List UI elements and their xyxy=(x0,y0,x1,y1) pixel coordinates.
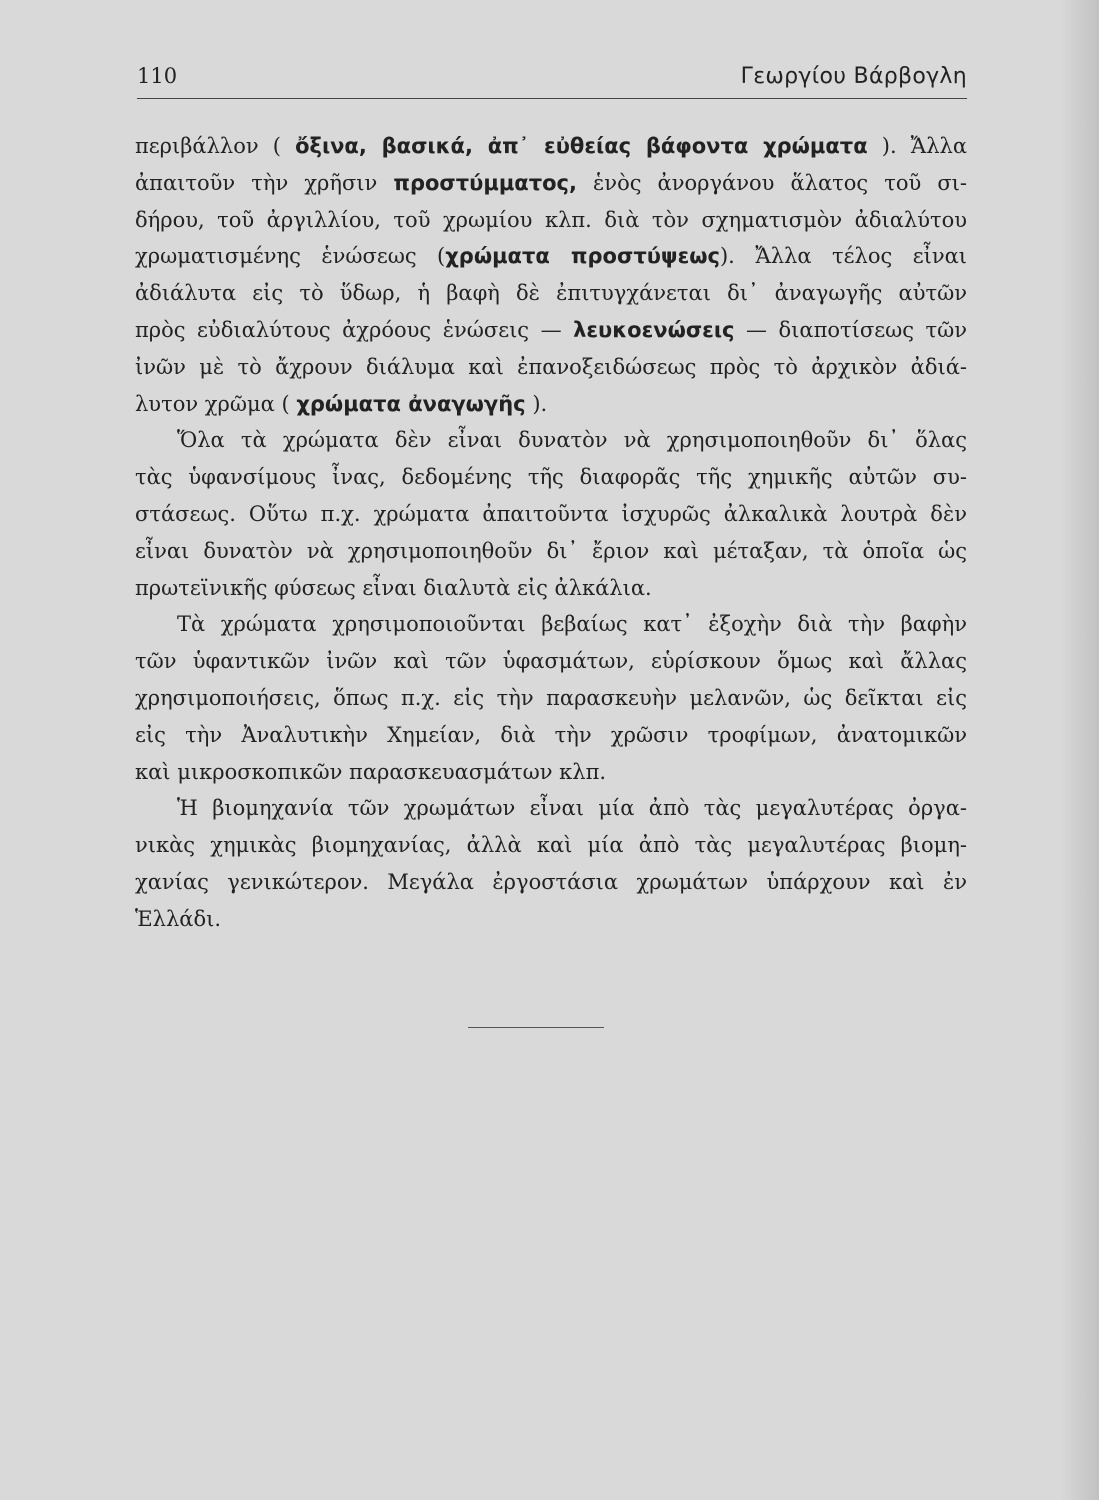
bold-term: χρώματα ἀναγωγῆς xyxy=(296,391,526,416)
running-head: Γεωργίου Βάρβογλη xyxy=(740,64,967,89)
bold-term: προστύμματος, xyxy=(393,170,577,195)
text-segment: χρησιμοποιήσεις, ὅπως π.χ. εἰς τὴν παρασκευὴν μελανῶν, ὡς δεῖκται εἰς xyxy=(135,685,967,710)
body-text xyxy=(135,128,967,938)
text-segment: δήρου, τοῦ ἀργιλλίου, τοῦ χρωμίου κλπ. διὰ τὸν σχηματισμὸν ἀδιαλύτου xyxy=(135,207,967,232)
text-segment: Ἑλλάδι. xyxy=(135,906,222,931)
text-segment: χανίας γενικώτερον. Μεγάλα ἐργοστάσια χρωμάτων ὑπάρχουν καὶ ἐν xyxy=(135,869,967,894)
text-line xyxy=(135,238,967,275)
text-line xyxy=(135,496,967,533)
text-line xyxy=(135,128,967,165)
text-line xyxy=(135,680,967,717)
text-segment: ἀπαιτοῦν τὴν χρῆσιν xyxy=(135,170,394,195)
text-line xyxy=(135,459,967,496)
paragraph xyxy=(135,422,967,606)
text-line xyxy=(135,864,967,901)
text-segment: Τὰ χρώματα χρησιμοποιοῦνται βεβαίως κατ᾽ ἐξοχὴν διὰ τὴν βαφὴν xyxy=(177,612,967,637)
text-line xyxy=(135,422,967,459)
text-segment: ). Ἄλλα xyxy=(867,134,968,158)
bold-term: ὄξινα, βασικά, ἀπ᾽ εὐθείας βάφοντα χρώματα xyxy=(295,134,868,158)
page-edge-shadow xyxy=(1059,0,1099,1500)
text-line xyxy=(135,827,967,864)
text-segment: — διαποτίσεως τῶν xyxy=(734,317,967,342)
text-line xyxy=(135,275,967,312)
text-segment: ἑνὸς ἀνοργάνου ἅλατος τοῦ σι- xyxy=(576,170,967,195)
text-line xyxy=(135,165,967,202)
text-line xyxy=(135,202,967,239)
paragraph xyxy=(135,606,967,790)
text-segment: ). Ἄλλα τέλος εἶναι xyxy=(719,244,967,269)
text-segment: περιβάλλον ( xyxy=(135,134,296,158)
text-line xyxy=(135,570,967,607)
text-segment: πρωτεϊνικῆς φύσεως εἶναι διαλυτὰ εἰς ἀλκάλια. xyxy=(135,575,652,600)
text-segment: Ἡ βιομηχανία τῶν χρωμάτων εἶναι μία ἀπὸ τὰς μεγαλυτέρας ὀργα- xyxy=(177,796,967,821)
text-line xyxy=(135,643,967,680)
page-number: 110 xyxy=(137,64,178,88)
text-segment: εἶναι δυνατὸν νὰ χρησιμοποιηθοῦν δι᾽ ἔριον καὶ μέταξαν, τὰ ὁποῖα ὡς xyxy=(135,538,967,563)
text-segment: ). xyxy=(525,391,548,416)
text-line xyxy=(135,386,967,423)
text-line xyxy=(135,349,967,386)
text-line xyxy=(135,790,967,827)
text-segment: λυτον χρῶμα ( xyxy=(135,391,297,416)
text-segment: εἰς τὴν Ἀναλυτικὴν Χημείαν, διὰ τὴν χρῶσιν τροφίμων, ἀνατομικῶν xyxy=(135,722,967,747)
text-line xyxy=(135,754,967,791)
text-segment: νικὰς χημικὰς βιομηχανίας, ἀλλὰ καὶ μία ἀπὸ τὰς μεγαλυτέρας βιομη- xyxy=(135,833,967,858)
text-segment: τῶν ὑφαντικῶν ἰνῶν καὶ τῶν ὑφασμάτων, εὑρίσκουν ὅμως καὶ ἄλλας xyxy=(135,649,967,674)
text-segment: τὰς ὑφανσίμους ἶνας, δεδομένης τῆς διαφορᾶς τῆς χημικῆς αὐτῶν συ- xyxy=(135,465,967,490)
text-segment: στάσεως. Οὕτω π.χ. χρώματα ἀπαιτοῦντα ἰσχυρῶς ἀλκαλικὰ λουτρὰ δὲν xyxy=(135,501,967,526)
text-line xyxy=(135,606,967,643)
text-line xyxy=(135,533,967,570)
text-line xyxy=(135,717,967,754)
text-segment: Ὅλα τὰ χρώματα δὲν εἶναι δυνατὸν νὰ χρησιμοποιηθοῦν δι᾽ ὅλας xyxy=(177,428,967,453)
text-segment: ἰνῶν μὲ τὸ ἄχρουν διάλυμα καὶ ἐπανοξειδώσεως πρὸς τὸ ἀρχικὸν ἀδιά- xyxy=(135,354,967,379)
text-segment: καὶ μικροσκοπικῶν παρασκευασμάτων κλπ. xyxy=(135,759,607,784)
page-header xyxy=(137,62,967,99)
text-segment: ἀδιάλυτα εἰς τὸ ὕδωρ, ἡ βαφὴ δὲ ἐπιτυγχάνεται δι᾽ ἀναγωγῆς αὐτῶν xyxy=(135,281,967,306)
paragraph xyxy=(135,790,967,937)
section-end-rule xyxy=(468,1027,604,1028)
text-line xyxy=(135,312,967,349)
paragraph xyxy=(135,128,967,422)
text-line xyxy=(135,901,967,938)
text-segment: πρὸς εὐδιαλύτους ἀχρόους ἑνώσεις — xyxy=(135,317,574,342)
text-segment: χρωματισμένης ἑνώσεως ( xyxy=(135,244,446,269)
bold-term: χρώματα προστύψεως xyxy=(445,244,720,269)
bold-term: λευκοενώσεις xyxy=(573,317,735,342)
